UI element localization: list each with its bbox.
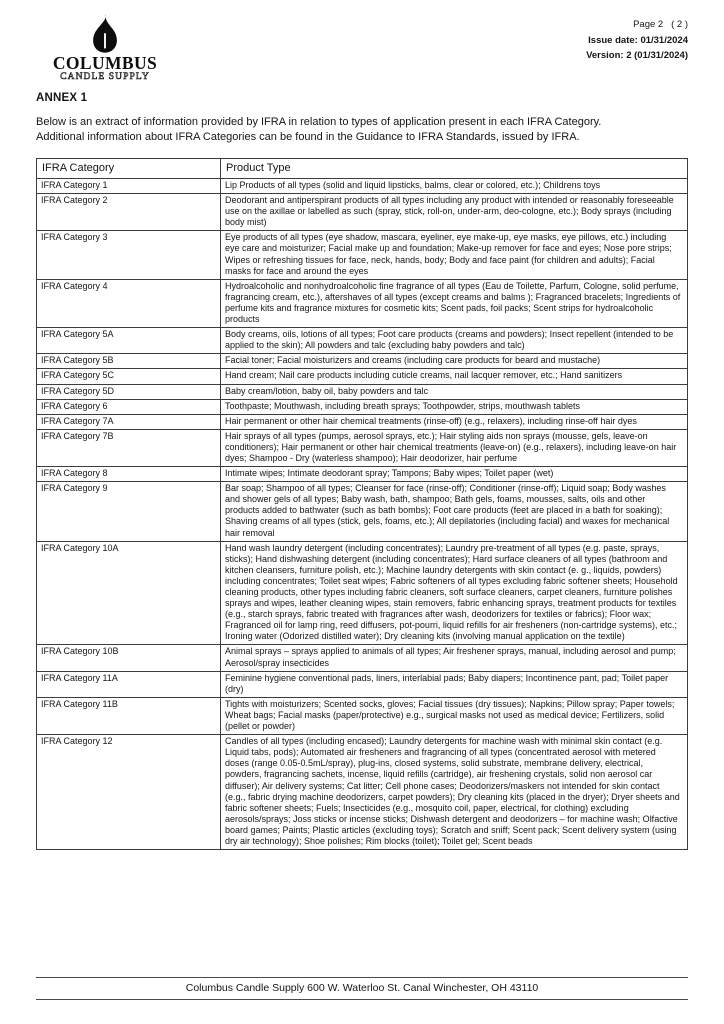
- table-row: [37, 231, 688, 279]
- ifra-category-cell: IFRA Category 1: [37, 179, 221, 194]
- page-info: [586, 17, 688, 64]
- ifra-category-cell: IFRA Category 4: [37, 279, 221, 327]
- column-header-ifra-category: IFRA Category: [37, 159, 221, 179]
- product-type-cell: Animal sprays – sprays applied to animals of all types; Air freshener sprays, manual, including aerosol and pump; Aerosol/spray insecticides: [221, 645, 688, 671]
- intro-paragraph: [36, 115, 688, 144]
- ifra-category-cell: IFRA Category 3: [37, 231, 221, 279]
- product-type-cell: Lip Products of all types (solid and liquid lipsticks, balms, clear or colored, etc.); Childrens toys: [221, 179, 688, 194]
- ifra-category-cell: IFRA Category 11A: [37, 671, 221, 697]
- product-type-cell: Baby cream/lotion, baby oil, baby powders and talc: [221, 384, 688, 399]
- brand-subtitle: CANDLE SUPPLY: [60, 72, 150, 82]
- product-type-cell: Body creams, oils, lotions of all types; Foot care products (creams and powders); Insect repellent (intended to be applied to the skin); All powders and talc (excluding baby powders and talc): [221, 328, 688, 354]
- product-type-cell: Hand cream; Nail care products including cuticle creams, nail lacquer remover, etc.; Hand sanitizers: [221, 369, 688, 384]
- footer-address: Columbus Candle Supply 600 W. Waterloo St. Canal Winchester, OH 43110: [36, 977, 688, 1000]
- ifra-category-cell: IFRA Category 10A: [37, 541, 221, 645]
- product-type-cell: Deodorant and antiperspirant products of all types including any product with intended or reasonably foreseeable use on the axillae or labelled as such (spray, stick, roll-on, under-arm, deo-cologne, etc.); Body sprays (including body mist): [221, 194, 688, 231]
- table-row: [37, 671, 688, 697]
- version-label: Version: 2 (01/31/2024): [586, 50, 688, 61]
- column-header-product-type: Product Type: [221, 159, 688, 179]
- table-header-row: [37, 159, 688, 179]
- product-type-cell: Tights with moisturizers; Scented socks, gloves; Facial tissues (dry tissues); Napkins; Pillow spray; Paper towels; Wheat bags; Facial masks (paper/protective) e.g., surgical masks not used as medical device; Fertilizers, solid (pellet or powder): [221, 697, 688, 734]
- table-row: [37, 697, 688, 734]
- product-type-cell: Bar soap; Shampoo of all types; Cleanser for face (rinse-off); Conditioner (rinse-off); Liquid soap; Body washes and shower gels of all types; Baby wash, bath, shampoo; Bath gels, foams, mousses, salts, oils and other products added to bathwater (such as bath bombs); Foot care products (feet are placed in a bath for soaking); Shaving creams of all types (stick, gels, foams, etc.); All depilatories (including facial) and waxes for mechanical hair removal: [221, 482, 688, 541]
- product-type-cell: Facial toner; Facial moisturizers and creams (including care products for beard and mustache): [221, 354, 688, 369]
- ifra-category-cell: IFRA Category 9: [37, 482, 221, 541]
- intro-line-2: Additional information about IFRA Categories can be found in the Guidance to IFRA Standards, issued by IFRA.: [36, 130, 580, 143]
- annex-title: ANNEX 1: [36, 92, 88, 104]
- product-type-cell: Toothpaste; Mouthwash, including breath sprays; Toothpowder, strips, mouthwash tablets: [221, 399, 688, 414]
- table-row: [37, 429, 688, 466]
- table-row: [37, 414, 688, 429]
- product-type-cell: Intimate wipes; Intimate deodorant spray; Tampons; Baby wipes; Toilet paper (wet): [221, 467, 688, 482]
- table-row: [37, 541, 688, 645]
- table-row: [37, 279, 688, 327]
- issue-date: Issue date: 01/31/2024: [588, 34, 688, 46]
- table-row: [37, 467, 688, 482]
- ifra-category-cell: IFRA Category 5B: [37, 354, 221, 369]
- ifra-category-cell: IFRA Category 8: [37, 467, 221, 482]
- table-row: [37, 179, 688, 194]
- table-row: [37, 399, 688, 414]
- ifra-category-cell: IFRA Category 5A: [37, 328, 221, 354]
- ifra-category-cell: IFRA Category 12: [37, 735, 221, 850]
- ifra-category-cell: IFRA Category 11B: [37, 697, 221, 734]
- product-type-cell: Feminine hygiene conventional pads, liners, interlabial pads; Baby diapers; Incontinence pant, pad; Toilet paper (dry): [221, 671, 688, 697]
- ifra-category-cell: IFRA Category 10B: [37, 645, 221, 671]
- table-row: [37, 482, 688, 541]
- product-type-cell: Candles of all types (including encased); Laundry detergents for machine wash with minimal skin contact (e.g. Liquid tabs, pods); Automated air fresheners and fragrancing of all types (concentrated aerosol with metered doses (range 0.05-0.5mL/spray), plug-ins, closed systems, solid substrate, membrane delivery, electrical, powders, fragrancing sachets, incense, liquid refills (cartridge), air freshening crystals, solid non aerosol car diffuser); Air delivery systems; Cat litter; Cell phone cases; Deodorizers/maskers not intended for skin contact (e.g., fabric drying machine deodorizers, carpet powders); Dry cleaning kits (placed in the dryer); Dryer sheets and fabric softener sheets; Fuels; Insecticides (e.g., mosquito coil, paper, electrical, for clothing) excluding aerosols/sprays; Joss sticks or incense sticks; Dishwash detergent and deodorizers – for machine wash; Olfactive board games; Paints; Plastic articles (excluding toys); Scratch and sniff; Scent pack; Scent delivery system (using dry air technology); Shoe polishes; Rim blocks (toilet); Toilet gel; Scent beads: [221, 735, 688, 850]
- table-row: [37, 735, 688, 850]
- product-type-cell: Hair permanent or other hair chemical treatments (rinse-off) (e.g., relaxers), including rinse-off hair dyes: [221, 414, 688, 429]
- product-type-cell: Eye products of all types (eye shadow, mascara, eyeliner, eye make-up, eye masks, eye pillows, etc.) including eye care and moisturizer; Facial make up and foundation; Make-up remover for face and eyes; Nose pore strips; Wipes or refreshing tissues for face, neck, hands, body; Body and face paint (for children and adults); Facial masks for face and around the eyes: [221, 231, 688, 279]
- table-row: [37, 369, 688, 384]
- ifra-category-table: [36, 158, 688, 850]
- flame-icon: [46, 14, 164, 54]
- intro-line-1: Below is an extract of information provided by IFRA in relation to types of application present in each IFRA Category.: [36, 116, 602, 128]
- table-row: [37, 194, 688, 231]
- ifra-category-cell: IFRA Category 7B: [37, 429, 221, 466]
- ifra-category-cell: IFRA Category 6: [37, 399, 221, 414]
- table-row: [37, 354, 688, 369]
- ifra-category-cell: IFRA Category 2: [37, 194, 221, 231]
- table-row: [37, 384, 688, 399]
- table-row: [37, 328, 688, 354]
- ifra-category-cell: IFRA Category 7A: [37, 414, 221, 429]
- product-type-cell: Hair sprays of all types (pumps, aerosol sprays, etc.); Hair styling aids non sprays (mousse, gels, leave-on conditioners); Hair permanent or other hair chemical treatments (leave-on) (e.g., relaxers), including leave-on hair dyes; Shampoo - Dry (waterless shampoo); Hair deodorizer, hair perfume: [221, 429, 688, 466]
- page-number: Page 2 ( 2 ): [633, 19, 688, 30]
- table-row: [37, 645, 688, 671]
- product-type-cell: Hydroalcoholic and nonhydroalcoholic fine fragrance of all types (Eau de Toilette, Parfum, Cologne, solid perfume, fragrancing cream, etc.), aftershaves of all types (except creams and balms ); Fragranced bracelets; Ingredients of perfume kits and fragrance mixtures for cosmetic kits; Scent pads, foil packs; Scent strips for hydroalcoholic products: [221, 279, 688, 327]
- ifra-category-cell: IFRA Category 5C: [37, 369, 221, 384]
- ifra-category-cell: IFRA Category 5D: [37, 384, 221, 399]
- brand-name: COLUMBUS: [52, 53, 158, 73]
- product-type-cell: Hand wash laundry detergent (including concentrates); Laundry pre-treatment of all types (e.g. paste, sprays, sticks); Hand dishwashing detergent (including concentrates); Hard surface cleaners of all types (bathroom and kitchen cleansers, furniture polish, etc.); Machine laundry detergents with skin contact (e. g., liquids, powders) including concentrates; Toilet seat wipes; Fabric softeners of all types excluding fabric softener sheets; Household cleaning products, other types including fabric cleaners, soft surface cleaners, carpet cleaners, furniture polishes sprays and wipes, leather cleaning wipes, stain removers, fabric enhancing sprays, treatment products for textiles (e.g., starch sprays, fabric treated with fragrances after wash, deodorizers for textiles or fabrics); Floor wax; Fragranced oil for lamp ring, reed diffusers, pot-pourri, liquid refills for air fresheners (non-cartridge systems), etc.; Ironing water (Odorized distilled water); Dry cleaning kits (involving manual application on the textile): [221, 541, 688, 645]
- page-header: [36, 14, 688, 83]
- company-logo: [46, 14, 164, 83]
